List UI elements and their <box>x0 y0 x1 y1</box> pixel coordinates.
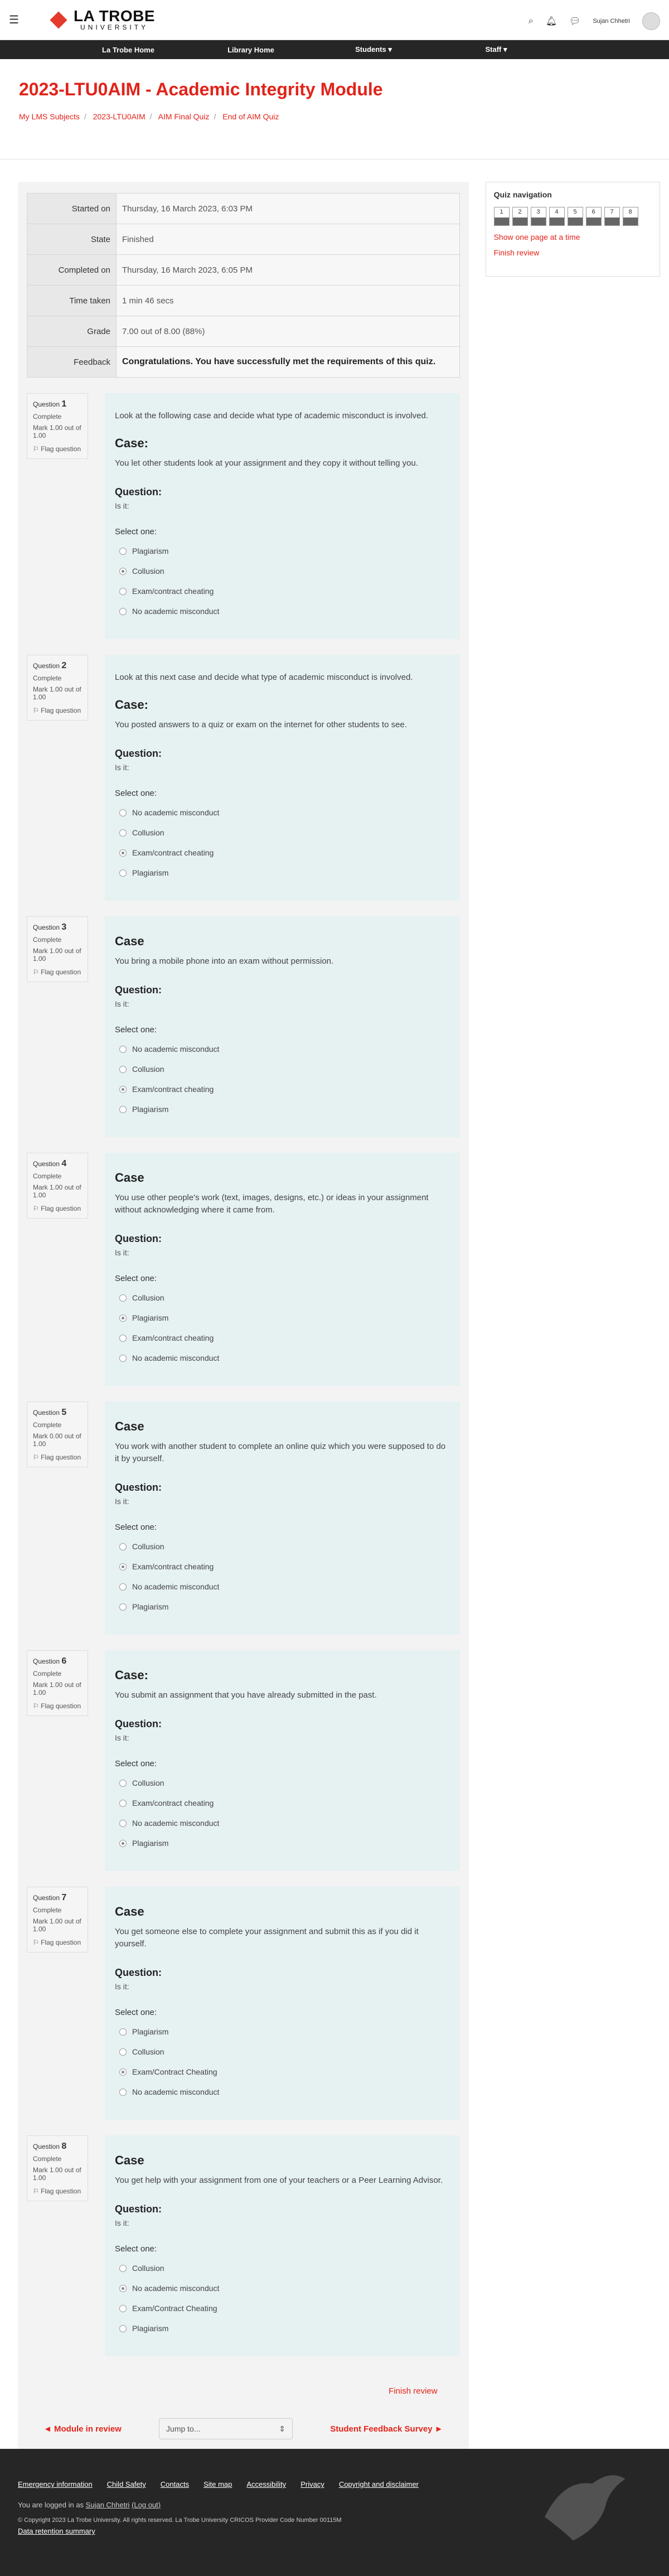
avatar[interactable] <box>642 12 660 30</box>
question-prompt: Is it: <box>115 2219 129 2227</box>
select-one-label: Select one: <box>115 789 157 798</box>
radio-button[interactable] <box>119 608 127 615</box>
question-status: Complete <box>33 413 62 421</box>
case-heading: Case: <box>115 1668 148 1682</box>
summary-label: Feedback <box>27 347 117 378</box>
question-block <box>27 2135 460 2356</box>
flag-question-button[interactable]: ⚐ Flag question <box>33 1205 81 1212</box>
case-heading: Case <box>115 1419 144 1433</box>
question-heading: Question: <box>115 1967 162 1978</box>
footer-link[interactable]: Contacts <box>160 2480 190 2488</box>
flag-icon: ⚐ <box>33 968 39 976</box>
case-text: You work with another student to complete an online quiz which you were supposed to do it by yourself. <box>115 1442 446 1463</box>
question-heading: Question: <box>115 486 162 497</box>
summary-label: State <box>27 224 117 255</box>
flag-question-button[interactable]: ⚐ Flag question <box>33 445 81 453</box>
answer-option-label: Exam/contract cheating <box>132 1085 214 1094</box>
footer-link[interactable]: Privacy <box>300 2480 324 2488</box>
finish-review-sidebar-link[interactable]: Finish review <box>493 248 540 257</box>
footer-link[interactable]: Emergency information <box>18 2480 93 2488</box>
question-info <box>27 655 88 721</box>
answer-option[interactable] <box>115 803 450 823</box>
logout-link[interactable]: (Log out) <box>132 2501 161 2509</box>
question-content <box>105 1650 460 1871</box>
quiz-nav-button[interactable]: 4 <box>549 207 565 226</box>
radio-button[interactable] <box>119 2325 127 2332</box>
flag-icon: ⚐ <box>33 445 39 453</box>
radio-button[interactable] <box>119 1800 127 1807</box>
flag-icon: ⚐ <box>33 1702 39 1710</box>
feedback-value: Congratulations. You have successfully met the requirements of this quiz. <box>117 347 460 378</box>
flag-question-button[interactable]: ⚐ Flag question <box>33 2187 81 2195</box>
select-one-label: Select one: <box>115 1025 157 1035</box>
case-heading: Case <box>115 1171 144 1185</box>
question-number: Question 8 <box>33 2142 67 2151</box>
quiz-review-content <box>18 182 469 2451</box>
question-mark: Mark 1.00 out of 1.00 <box>33 1917 81 1933</box>
login-prefix: You are logged in as <box>18 2501 86 2509</box>
radio-button[interactable] <box>119 2028 127 2036</box>
answer-option[interactable] <box>115 2318 450 2338</box>
summary-value: 1 min 46 secs <box>117 286 460 316</box>
case-heading: Case: <box>115 698 148 712</box>
flag-question-button[interactable]: ⚐ Flag question <box>33 1453 81 1461</box>
flag-question-button[interactable]: ⚐ Flag question <box>33 707 81 714</box>
question-heading: Question: <box>115 2203 162 2215</box>
question-number: Question 3 <box>33 922 67 932</box>
footer-link[interactable]: Site map <box>203 2480 232 2488</box>
summary-value: Thursday, 16 March 2023, 6:03 PM <box>117 194 460 224</box>
radio-button[interactable] <box>119 2265 127 2272</box>
copyright: © Copyright 2023 La Trobe University. All rights reserved. La Trobe University CRICOS Provider Code Number 00115M <box>18 2517 342 2524</box>
logo-mark-icon <box>48 9 69 31</box>
radio-button[interactable] <box>119 809 127 816</box>
radio-button[interactable] <box>119 2068 127 2076</box>
breadcrumb-item[interactable]: End of AIM Quiz <box>222 112 279 121</box>
question-block <box>27 1153 460 1386</box>
quiz-navigation-block <box>486 182 660 277</box>
question-prompt: Is it: <box>115 1248 129 1257</box>
radio-button[interactable] <box>119 1046 127 1053</box>
question-status: Complete <box>33 1906 62 1914</box>
menu-icon[interactable]: ☰ <box>9 14 19 26</box>
case-text: You submit an assignment that you have already submitted in the past. <box>115 1690 377 1700</box>
answer-option-label: Collusion <box>132 1778 164 1787</box>
answer-option[interactable] <box>115 843 450 863</box>
question-content <box>105 1401 460 1635</box>
radio-button[interactable] <box>119 1563 127 1570</box>
radio-button[interactable] <box>119 1583 127 1591</box>
answer-option[interactable] <box>115 1577 450 1597</box>
select-one-label: Select one: <box>115 527 157 537</box>
radio-button[interactable] <box>119 869 127 877</box>
summary-label: Completed on <box>27 255 117 286</box>
top-bar <box>0 0 669 40</box>
main-nav <box>0 40 669 59</box>
question-content <box>105 916 460 1137</box>
bell-icon[interactable]: 🔔︎ <box>545 17 558 26</box>
select-one-label: Select one: <box>115 1523 157 1532</box>
quiz-nav-button[interactable]: 3 <box>531 207 546 226</box>
answer-option[interactable] <box>115 823 450 843</box>
footer-link[interactable]: Copyright and disclaimer <box>338 2480 419 2488</box>
question-prompt: Is it: <box>115 763 129 772</box>
radio-button[interactable] <box>119 1294 127 1302</box>
eagle-emblem-icon <box>535 2460 630 2555</box>
question-list <box>27 393 460 2356</box>
answer-option-label: Exam/contract cheating <box>132 1333 214 1342</box>
case-text: You use other people's work (text, images, designs, etc.) or ideas in your assignment without acknowledging where it came from. <box>115 1193 429 1215</box>
quiz-nav-button[interactable]: 7 <box>604 207 620 226</box>
nav-library-home[interactable]: Library Home <box>227 45 274 54</box>
flag-icon: ⚐ <box>33 1939 39 1946</box>
data-retention-link[interactable]: Data retention summary <box>18 2527 95 2535</box>
question-content <box>105 655 460 901</box>
question-content <box>105 1153 460 1386</box>
radio-button[interactable] <box>119 1066 127 1073</box>
select-one-label: Select one: <box>115 1274 157 1283</box>
question-number: Question 6 <box>33 1656 67 1666</box>
question-heading: Question: <box>115 1233 162 1244</box>
quiz-nav-button[interactable]: 2 <box>512 207 528 226</box>
question-intro: Look at this next case and decide what type of academic misconduct is involved. <box>115 673 413 682</box>
quiz-navigation-buttons <box>494 207 652 226</box>
user-name[interactable]: Sujan Chhetri <box>593 18 630 25</box>
chat-icon[interactable]: 💬︎ <box>569 17 581 26</box>
search-icon[interactable]: ⌕ <box>528 16 534 26</box>
case-text: You get help with your assignment from one of your teachers or a Peer Learning Advisor. <box>115 2176 443 2185</box>
flag-icon: ⚐ <box>33 1205 39 1212</box>
quiz-nav-button[interactable]: 6 <box>586 207 602 226</box>
case-heading: Case <box>115 2153 144 2167</box>
answer-option[interactable] <box>115 2278 450 2298</box>
radio-button[interactable] <box>119 2285 127 2292</box>
answer-option[interactable] <box>115 2062 450 2082</box>
question-mark: Mark 1.00 out of 1.00 <box>33 947 81 963</box>
chevron-updown-icon: ⇕ <box>279 2424 286 2433</box>
finish-review-link[interactable]: Finish review <box>389 2386 438 2396</box>
question-mark: Mark 1.00 out of 1.00 <box>33 1183 81 1199</box>
case-heading: Case <box>115 1905 144 1918</box>
radio-button[interactable] <box>119 2305 127 2312</box>
question-prompt: Is it: <box>115 1733 129 1742</box>
sidebar <box>486 182 660 2451</box>
breadcrumb-item[interactable]: AIM Final Quiz <box>158 112 210 121</box>
select-one-label: Select one: <box>115 2008 157 2017</box>
summary-value: Finished <box>117 224 460 255</box>
flag-question-button[interactable]: ⚐ Flag question <box>33 968 81 976</box>
case-text: You let other students look at your assignment and they copy it without telling you. <box>115 458 418 468</box>
answer-option[interactable] <box>115 863 450 883</box>
question-number: Question 7 <box>33 1893 67 1902</box>
answer-option-label: Collusion <box>132 828 164 837</box>
answer-option[interactable] <box>115 561 450 581</box>
summary-value: Thursday, 16 March 2023, 6:05 PM <box>117 255 460 286</box>
prev-activity-link[interactable]: ◄ Module in review <box>43 2424 122 2434</box>
answer-option[interactable] <box>115 2298 450 2318</box>
answer-option-label: No academic misconduct <box>132 607 220 616</box>
flag-icon: ⚐ <box>33 707 39 714</box>
question-content <box>105 2135 460 2356</box>
answer-option-label: Collusion <box>132 1065 164 1074</box>
case-text: You posted answers to a quiz or exam on the internet for other students to see. <box>115 720 407 729</box>
answer-option-label: No academic misconduct <box>132 2284 220 2293</box>
answer-option-label: No academic misconduct <box>132 2087 220 2096</box>
nav-students[interactable]: Students ▾ <box>355 45 392 54</box>
flag-icon: ⚐ <box>33 1453 39 1461</box>
answer-option[interactable] <box>115 581 450 601</box>
answer-option-label: Exam/contract cheating <box>132 1799 214 1807</box>
answer-option-label: Plagiarism <box>132 1105 169 1114</box>
login-user-link[interactable]: Sujan Chhetri <box>85 2501 130 2509</box>
radio-button[interactable] <box>119 2089 127 2096</box>
question-prompt: Is it: <box>115 1982 129 1991</box>
question-info <box>27 1650 88 1716</box>
question-intro: Look at the following case and decide what type of academic misconduct is involved. <box>115 411 428 421</box>
select-one-label: Select one: <box>115 2244 157 2254</box>
flag-question-button[interactable]: ⚐ Flag question <box>33 1939 81 1946</box>
question-block <box>27 1887 460 2120</box>
radio-button[interactable] <box>119 1543 127 1550</box>
user-area <box>529 12 660 30</box>
radio-button[interactable] <box>119 548 127 555</box>
quiz-nav-button[interactable]: 5 <box>568 207 583 226</box>
answer-option[interactable] <box>115 541 450 561</box>
summary-value: 7.00 out of 8.00 (88%) <box>117 316 460 347</box>
question-block <box>27 393 460 639</box>
answer-option-label: Collusion <box>132 1293 164 1302</box>
radio-button[interactable] <box>119 1335 127 1342</box>
answer-option-label: Exam/contract cheating <box>132 587 214 596</box>
question-prompt: Is it: <box>115 501 129 510</box>
activity-navigation <box>27 2418 460 2439</box>
brand-main: LA TROBE <box>74 7 156 25</box>
question-number: Question 5 <box>33 1408 67 1417</box>
question-status: Complete <box>33 936 62 944</box>
question-number: Question 4 <box>33 1159 67 1168</box>
question-info <box>27 916 88 982</box>
answer-option-label: Exam/contract cheating <box>132 1562 214 1571</box>
answer-option-label: No academic misconduct <box>132 808 220 817</box>
answer-option[interactable] <box>115 1099 450 1119</box>
radio-button[interactable] <box>119 829 127 837</box>
answer-option[interactable] <box>115 2042 450 2062</box>
radio-button[interactable] <box>119 1780 127 1787</box>
answer-option-label: Plagiarism <box>132 2027 169 2036</box>
answer-option-label: No academic misconduct <box>132 1582 220 1591</box>
radio-button[interactable] <box>119 1820 127 1827</box>
answer-option[interactable] <box>115 1328 450 1348</box>
answer-option-label: Plagiarism <box>132 1839 169 1848</box>
flag-question-button[interactable]: ⚐ Flag question <box>33 1702 81 1710</box>
answer-option[interactable] <box>115 1833 450 1853</box>
question-heading: Question: <box>115 1482 162 1493</box>
radio-button[interactable] <box>119 1355 127 1362</box>
answer-option[interactable] <box>115 1597 450 1617</box>
case-heading: Case <box>115 934 144 948</box>
flag-icon: ⚐ <box>33 2187 39 2195</box>
question-prompt: Is it: <box>115 999 129 1008</box>
answer-option[interactable] <box>115 601 450 621</box>
question-block <box>27 916 460 1137</box>
radio-button[interactable] <box>119 1840 127 1847</box>
question-number: Question 1 <box>33 399 67 409</box>
radio-button[interactable] <box>119 849 127 857</box>
answer-option-label: No academic misconduct <box>132 1045 220 1053</box>
brand-sub: UNIVERSITY <box>80 23 149 31</box>
question-info <box>27 1153 88 1219</box>
nav-latrobe-home[interactable]: La Trobe Home <box>102 45 154 54</box>
jump-to-select[interactable] <box>159 2418 293 2439</box>
answer-option[interactable] <box>115 2082 450 2102</box>
question-block <box>27 1650 460 1871</box>
question-content <box>105 1887 460 2120</box>
question-number: Question 2 <box>33 661 67 670</box>
answer-option-label: Collusion <box>132 567 164 576</box>
question-status: Complete <box>33 1670 62 1678</box>
question-content <box>105 393 460 639</box>
answer-option-label: Collusion <box>132 2264 164 2273</box>
answer-option-label: Plagiarism <box>132 868 169 877</box>
question-heading: Question: <box>115 984 162 995</box>
answer-option[interactable] <box>115 1773 450 1793</box>
page-header <box>0 59 669 160</box>
case-text: You get someone else to complete your assignment and submit this as if you did it yourself. <box>115 1927 419 1949</box>
radio-button[interactable] <box>119 1603 127 1611</box>
summary-label: Time taken <box>27 286 117 316</box>
breadcrumb-item[interactable]: My LMS Subjects <box>19 112 80 121</box>
answer-option-label: No academic misconduct <box>132 1354 220 1362</box>
nav-staff[interactable]: Staff ▾ <box>485 45 507 54</box>
quiz-nav-button[interactable]: 8 <box>623 207 638 226</box>
main-region <box>0 182 669 2451</box>
radio-button[interactable] <box>119 568 127 575</box>
question-info <box>27 1401 88 1467</box>
answer-option[interactable] <box>115 2258 450 2278</box>
question-status: Complete <box>33 1421 62 1429</box>
answer-option-label: Plagiarism <box>132 2324 169 2333</box>
answer-option[interactable] <box>115 1813 450 1833</box>
quiz-navigation-title: Quiz navigation <box>493 190 552 199</box>
radio-button[interactable] <box>119 1314 127 1322</box>
radio-button[interactable] <box>119 2048 127 2056</box>
answer-option[interactable] <box>115 1557 450 1577</box>
question-info <box>27 1887 88 1952</box>
answer-option-label: Exam/Contract Cheating <box>132 2304 217 2313</box>
radio-button[interactable] <box>119 1086 127 1093</box>
question-mark: Mark 1.00 out of 1.00 <box>33 2166 81 2182</box>
footer-link[interactable]: Accessibility <box>246 2480 287 2488</box>
answer-option[interactable] <box>115 1059 450 1079</box>
answer-option-label: Collusion <box>132 1542 164 1551</box>
answer-option[interactable] <box>115 1536 450 1557</box>
logo[interactable] <box>48 9 155 31</box>
question-info <box>27 2135 88 2201</box>
quiz-nav-button[interactable]: 1 <box>494 207 510 226</box>
answer-option[interactable] <box>115 1793 450 1813</box>
answer-option-label: Exam/contract cheating <box>132 848 214 857</box>
footer-link[interactable]: Child Safety <box>106 2480 146 2488</box>
jump-to-label: Jump to... <box>166 2424 201 2433</box>
select-one-label: Select one: <box>115 1759 157 1768</box>
answer-option-label: Plagiarism <box>132 547 169 555</box>
answer-option[interactable] <box>115 1079 450 1099</box>
question-status: Complete <box>33 674 62 682</box>
answer-option-label: Plagiarism <box>132 1313 169 1322</box>
question-heading: Question: <box>115 1718 162 1729</box>
case-text: You bring a mobile phone into an exam without permission. <box>115 956 334 966</box>
footer <box>0 2449 669 2576</box>
breadcrumb-item[interactable]: 2023-LTU0AIM <box>93 112 146 121</box>
answer-option-label: No academic misconduct <box>132 1819 220 1828</box>
question-mark: Mark 1.00 out of 1.00 <box>33 685 81 701</box>
radio-button[interactable] <box>119 1106 127 1113</box>
breadcrumb: My LMS Subjects / 2023-LTU0AIM / AIM Final Quiz / End of AIM Quiz <box>19 112 279 121</box>
answer-option-label: Exam/Contract Cheating <box>132 2067 217 2076</box>
question-block <box>27 1401 460 1635</box>
case-heading: Case: <box>115 436 148 450</box>
question-mark: Mark 1.00 out of 1.00 <box>33 424 81 439</box>
answer-option-label: Plagiarism <box>132 1602 169 1611</box>
question-status: Complete <box>33 1172 62 1180</box>
next-activity-link[interactable]: Student Feedback Survey ► <box>330 2424 443 2434</box>
question-mark: Mark 0.00 out of 1.00 <box>33 1432 81 1448</box>
radio-button[interactable] <box>119 588 127 595</box>
question-prompt: Is it: <box>115 1497 129 1506</box>
answer-option[interactable] <box>115 1039 450 1059</box>
question-info <box>27 393 88 459</box>
page-title: 2023-LTU0AIM - Academic Integrity Module <box>19 79 383 99</box>
answer-option[interactable] <box>115 2022 450 2042</box>
answer-option[interactable] <box>115 1288 450 1308</box>
summary-label: Grade <box>27 316 117 347</box>
attempt-summary-table <box>27 193 460 378</box>
question-status: Complete <box>33 2155 62 2163</box>
question-block <box>27 655 460 901</box>
answer-option[interactable] <box>115 1348 450 1368</box>
question-heading: Question: <box>115 748 162 759</box>
answer-option-label: Collusion <box>132 2047 164 2056</box>
answer-option[interactable] <box>115 1308 450 1328</box>
summary-label: Started on <box>27 194 117 224</box>
question-mark: Mark 1.00 out of 1.00 <box>33 1681 81 1697</box>
show-one-page-link[interactable]: Show one page at a time <box>493 233 580 241</box>
